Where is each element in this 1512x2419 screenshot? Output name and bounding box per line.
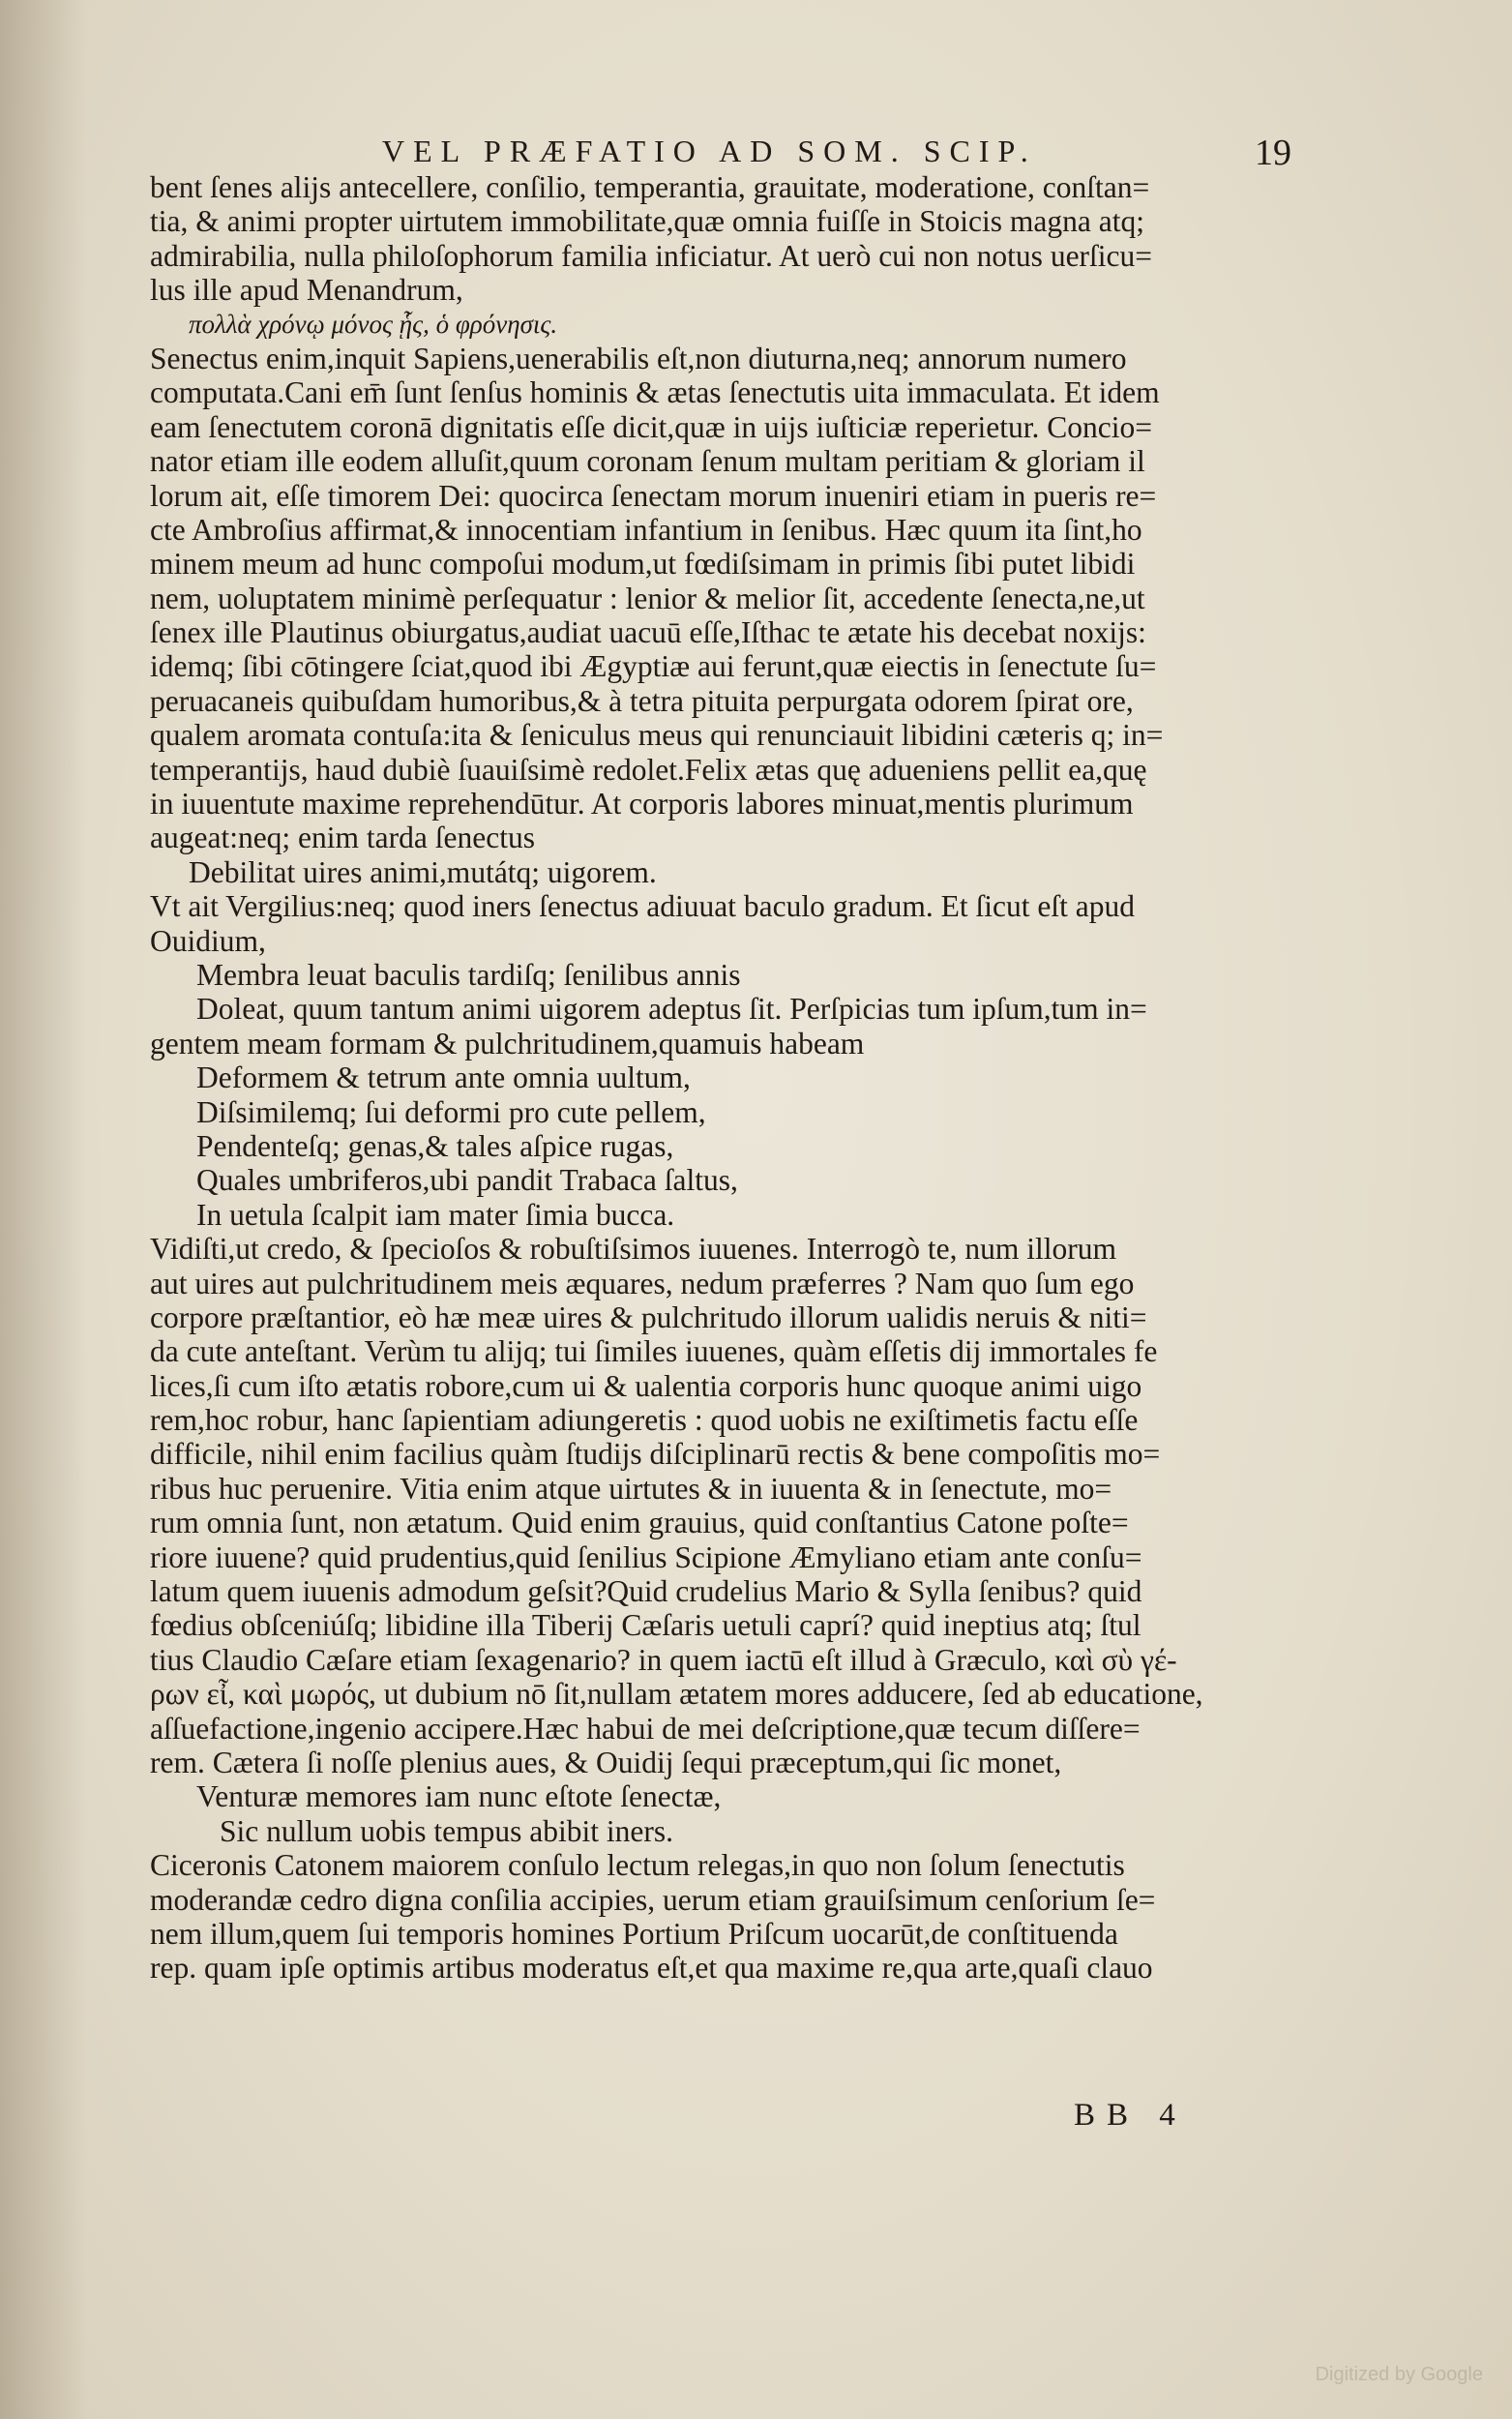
text-line: nem illum,quem ſui temporis homines Portium Priſcum uocarūt,de conſtituenda <box>150 1916 1118 1951</box>
signature-mark: BB 4 <box>1074 2098 1187 2133</box>
text-line: computata.Cani em̄ ſunt ſenſus hominis & ætas ſenectutis uita immaculata. Et idem <box>150 375 1160 410</box>
text-line: rem. Cætera ſi noſſe plenius aues, & Ouidij ſequi præceptum,qui ſic monet, <box>150 1745 1062 1779</box>
text-line: rum omnia ſunt, non ætatum. Quid enim grauius, quid conſtantius Catone poſte= <box>150 1506 1129 1540</box>
verse-line: Deformem & tetrum ante omnia uultum, <box>196 1060 691 1095</box>
verse-line: Pendenteſq; genas,& tales aſpice rugas, <box>196 1128 674 1163</box>
verse-line: In uetula ſcalpit iam mater ſimia bucca. <box>196 1197 675 1232</box>
text-line: aſſuefactione,ingenio accipere.Hæc habui de mei deſcriptione,quæ tecum diſſere= <box>150 1711 1141 1746</box>
text-line: lus ille apud Menandrum, <box>150 273 463 308</box>
text-line: Senectus enim,inquit Sapiens,uenerabilis eſt,non diuturna,neq; annorum numero <box>150 341 1127 375</box>
text-line: corpore præſtantior, eò hæ meæ uires & pulchritudo illorum ualidis neruis & niti= <box>150 1299 1147 1334</box>
page-number: 19 <box>1255 133 1291 173</box>
text-line: rep. quam ipſe optimis artibus moderatus eſt,et qua maxime re,qua arte,quaſi clauo <box>150 1951 1153 1986</box>
text-line: tius Claudio Cæſare etiam ſexagenario? in quem iactū eſt illud à Græculo, καὶ σὺ γέ- <box>150 1642 1177 1677</box>
text-line: latum quem iuuenis admodum geſsit?Quid crudelius Mario & Sylla ſenibus? quid <box>150 1574 1142 1609</box>
text-line: lorum ait, eſſe timorem Dei: quocirca ſenectam morum inueniri etiam in pueris re= <box>150 478 1157 513</box>
text-line: augeat:neq; enim tarda ſenectus <box>150 821 535 855</box>
text-line: da cute anteſtant. Verùm tu aliјq; tui ſimiles iuuenes, quàm eſſetis dij immortales fe <box>150 1334 1158 1369</box>
text-line: eam ſenectutem coronā dignitatis eſſe dicit,quæ in uijs iuſticiæ reperietur. Concio= <box>150 409 1153 444</box>
text-line: peruacaneis quibuſdam humoribus,& à tetra pituita perpurgata odorem ſpirat ore, <box>150 683 1134 718</box>
text-line: cte Ambroſius affirmat,& innocentiam infantium in ſenibus. Hæc quum ita ſint,ho <box>150 512 1142 547</box>
text-line: lices,ſi cum iſto ætatis robore,cum ui & ualentia corporis hunc quoque animi uigo <box>150 1368 1142 1403</box>
text-line: tia, & animi propter uirtutem immobilitate,quæ omnia fuiſſe in Stoicis magna atq; <box>150 204 1144 239</box>
text-line: Vidiſti,ut credo, & ſpecioſos & robuſtiſsimos iuuenes. Interrogò te, num illorum <box>150 1232 1116 1267</box>
text-line: nator etiam ille eodem alluſit,quum coronam ſenum multam peritiam & gloriam il <box>150 444 1145 479</box>
text-line: temperantijs, haud dubiè ſuauiſsimè redolet.Felix ætas quę adueniens pellit ea,quę <box>150 752 1147 787</box>
digitization-watermark: Digitized by Google <box>1315 2364 1483 2385</box>
verse-line: Venturæ memores iam nunc eſtote ſenectæ, <box>196 1779 722 1814</box>
verse-line: Membra leuat baculis tardiſq; ſenilibus annis <box>196 957 741 992</box>
verse-line: Debilitat uires animi,mutátq; uigorem. <box>189 854 657 889</box>
text-line: moderandæ cedro digna conſilia accipies, uerum etiam grauiſsimum cenſorium ſe= <box>150 1882 1156 1917</box>
text-line: Vt ait Vergilius:neq; quod iners ſenectus adiuuat baculo gradum. Et ſicut eſt apud <box>150 889 1135 924</box>
text-line: admirabilia, nulla philoſophorum familia inficiatur. At uerò cui non notus uerſicu= <box>150 238 1153 273</box>
text-line: nem, uoluptatem minimè perſequatur : lenior & melior ſit, accedente ſenecta,ne,ut <box>150 581 1145 615</box>
text-line: Ouidium, <box>150 923 266 958</box>
text-line: gentem meam formam & pulchritudinem,quamuis habeam <box>150 1026 865 1060</box>
text-line: difficile, nihil enim facilius quàm ſtudijs diſciplinarū rectis & bene compoſitis mo= <box>150 1437 1161 1472</box>
text-line: fœdius obſceniúſq; libidine illa Tiberij Cæſaris uetuli caprí? quid ineptius atq; ſtul <box>150 1608 1141 1643</box>
body-text <box>150 170 1287 1986</box>
text-line: riore iuuene? quid prudentius,quid ſenilius Scipione Æmyliano etiam ante conſu= <box>150 1539 1142 1574</box>
text-line: Doleat, quum tantum animi uigorem adeptus ſit. Perſpicias tum ipſum,tum in= <box>196 992 1147 1027</box>
text-line: idemq; ſibi cōtingere ſciat,quod ibi Ægyptiæ aui ferunt,quæ eiectis in ſenectute ſu= <box>150 649 1157 684</box>
text-line: minem meum ad hunc compoſui modum,ut fœdiſsimam in primis ſibi putet libidi <box>150 547 1136 582</box>
text-line: qualem aromata contuſa:ita & ſeniculus meus qui renunciauit libidini cæteris q; in= <box>150 718 1164 753</box>
text-line: ribus huc peruenire. Vitia enim atque uirtutes & in iuuenta & in ſenectute, mo= <box>150 1471 1112 1506</box>
verse-line: Quales umbriferos,ubi pandit Trabaca ſaltus, <box>196 1163 738 1198</box>
gutter-shadow <box>0 0 87 2419</box>
text-line: bent ſenes aliјs antecellere, conſilio, temperantia, grauitate, moderatione, conſtan= <box>150 170 1150 204</box>
greek-quotation: πολλὰ χρόνῳ μόνος ᾗς, ὁ φρόνησις. <box>189 309 558 339</box>
running-title: VEL PRÆFATIO AD SOM. SCIP. <box>382 134 1037 168</box>
text-line: Ciceronis Catonem maiorem conſulo lectum relegas,in quo non ſolum ſenectutis <box>150 1848 1125 1883</box>
text-line: ρων εἶ, καὶ μωρός, ut dubium nō ſit,nullam ætatem mores adducere, ſed ab educatione, <box>150 1677 1203 1712</box>
text-line: aut uires aut pulchritudinem meis æquares, nedum præferres ? Nam quo ſum ego <box>150 1266 1135 1300</box>
verse-line: Diſsimilemq; ſui deformi pro cute pellem, <box>196 1094 706 1129</box>
text-line: rem,hoc robur, hanc ſapientiam adiungeretis : quod uobis ne exiſtimetis factu eſſe <box>150 1403 1139 1438</box>
text-line: ſenex ille Plautinus obiurgatus,audiat uacuū eſſe,Iſthac te ætate his decebat noxijs: <box>150 615 1146 650</box>
verse-line: Sic nullum uobis tempus abibit iners. <box>220 1813 673 1848</box>
text-line: in iuuentute maxime reprehendūtur. At corporis labores minuat,mentis plurimum <box>150 787 1134 821</box>
